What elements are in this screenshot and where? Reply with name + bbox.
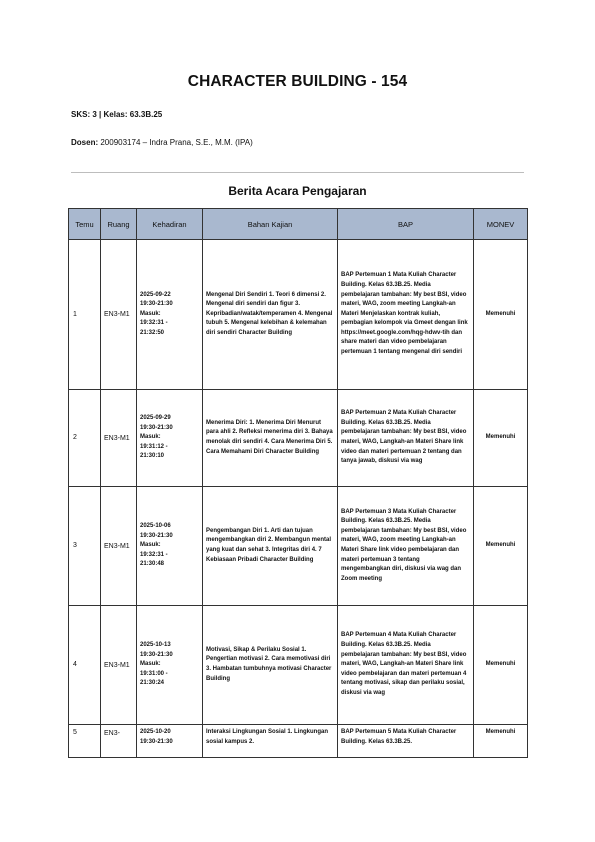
- cell-kehadiran: [137, 725, 203, 758]
- cell-monev: Memenuhi: [474, 487, 528, 606]
- cell-monev: Memenuhi: [474, 725, 528, 758]
- table-row: [69, 240, 528, 390]
- cell-temu: 3: [69, 487, 101, 606]
- sks-value: 3: [92, 110, 97, 119]
- attendance-time: 19:30-21:30: [140, 738, 173, 745]
- cell-monev: Memenuhi: [474, 240, 528, 390]
- attendance-label: Masuk:: [140, 434, 161, 441]
- header-bap: BAP: [338, 209, 474, 240]
- cell-temu: 4: [69, 606, 101, 725]
- cell-ruang: EN3-M1: [101, 487, 137, 606]
- dosen-value: 200903174 – Indra Prana, S.E., M.M. (IPA): [100, 138, 253, 147]
- kelas-value: 63.3B.25: [129, 110, 163, 119]
- attendance-date: 2025-10-06: [140, 523, 171, 530]
- cell-bap: BAP Pertemuan 3 Mata Kuliah Character Building. Kelas 63.3B.25. Media pembelajaran tambahan: My best BSI, video materi, WAG, zoom meeting Langkah-an Materi Share link video pembelajaran dan materi pertemuan 3 tentang mengembangkan diri, diskusi via wag dan Zoom meeting: [338, 487, 474, 606]
- attendance-time: 19:30-21:30: [140, 424, 173, 431]
- cell-bahan-kajian: Menerima Diri: 1. Menerima Diri Menurut para ahli 2. Refleksi menerima diri 3. Bahaya menolak diri sendiri 4. Cara Menerima Diri 5. Cara Memahami Diri Character Building: [203, 390, 338, 487]
- table-header-row: [69, 209, 528, 240]
- attendance-time: 19:30-21:30: [140, 532, 173, 539]
- cell-bap: BAP Pertemuan 4 Mata Kuliah Character Building. Kelas 63.3B.25. Media pembelajaran tambahan: My best BSI, video materi, WAG, Langkah-an Materi Share link video pembelajaran dan materi pertemuan 4 tentang motivasi, sikap dan perilaku sosial, diskusi via wag: [338, 606, 474, 725]
- dosen-label: Dosen:: [71, 138, 99, 147]
- header-ruang: Ruang: [101, 209, 137, 240]
- attendance-in: 19:31:00 -: [140, 670, 168, 677]
- sks-label: SKS:: [71, 110, 91, 119]
- cell-bahan-kajian: Pengembangan Diri 1. Arti dan tujuan mengembangkan diri 2. Membangun mental yang kuat dan sehat 3. Integritas diri 4. 7 Kebiasaan Pribadi Character Building: [203, 487, 338, 606]
- cell-temu: 2: [69, 390, 101, 487]
- attendance-out: 21:30:24: [140, 680, 165, 687]
- cell-kehadiran: [137, 390, 203, 487]
- attendance-in: 19:32:31 -: [140, 551, 168, 558]
- table-row: [69, 725, 528, 758]
- cell-monev: Memenuhi: [474, 390, 528, 487]
- attendance-in: 19:32:31 -: [140, 320, 168, 327]
- header-monev: MONEV: [474, 209, 528, 240]
- attendance-date: 2025-10-13: [140, 642, 171, 649]
- course-title: CHARACTER BUILDING - 154: [187, 73, 408, 90]
- attendance-out: 21:30:48: [140, 561, 165, 568]
- table-row: [69, 606, 528, 725]
- cell-bahan-kajian: Motivasi, Sikap & Perilaku Sosial 1. Pengertian motivasi 2. Cara memotivasi diri 3. Hambatan tumbuhnya motivasi Character Building: [203, 606, 338, 725]
- teaching-report-table: [68, 208, 528, 758]
- cell-bap: BAP Pertemuan 1 Mata Kuliah Character Building. Kelas 63.3B.25. Media pembelajaran tambahan: My best BSI, video materi, WAG, zoom meeting Langkah-an Materi Menjelaskan kontrak kuliah, pembagian kelompok via Gmeet dengan link https://meet.google.com/hqg-hdwv-tih dan share materi dan video pembelajaran pertemuan 1 tentang mengenal diri sendiri: [338, 240, 474, 390]
- kelas-label: Kelas:: [103, 110, 128, 119]
- header-kehadiran: Kehadiran: [137, 209, 203, 240]
- meta-separator: |: [99, 110, 102, 119]
- divider: [71, 172, 524, 173]
- table-row: [69, 487, 528, 606]
- lecturer-line: [71, 138, 253, 147]
- cell-bahan-kajian: Mengenal Diri Sendiri 1. Teori 6 dimensi 2. Mengenal diri sendiri dan figur 3. Kepribadian/watak/temperamen 4. Mengenal tubuh 5. Mengenal kelebihan & kelemahan diri sendiri Character Building: [203, 240, 338, 390]
- cell-ruang: EN3-M1: [101, 606, 137, 725]
- cell-ruang: EN3-M1: [101, 240, 137, 390]
- cell-bap: BAP Pertemuan 5 Mata Kuliah Character Building. Kelas 63.3B.25.: [338, 725, 474, 758]
- cell-temu: 1: [69, 240, 101, 390]
- header-temu: Temu: [69, 209, 101, 240]
- cell-kehadiran: [137, 487, 203, 606]
- attendance-date: 2025-10-20: [140, 729, 171, 735]
- table-row: [69, 390, 528, 487]
- course-meta: [71, 110, 162, 119]
- cell-bahan-kajian: Interaksi Lingkungan Sosial 1. Lingkungan sosial kampus 2.: [203, 725, 338, 758]
- cell-bap: BAP Pertemuan 2 Mata Kuliah Character Building. Kelas 63.3B.25. Media pembelajaran tambahan: My best BSI, video materi, WAG, Langkah-an Materi Share link video dan materi pertemuan 2 tentang dan tanya jawab, diskusi via wag: [338, 390, 474, 487]
- attendance-in: 19:31:12 -: [140, 443, 168, 450]
- cell-ruang: EN3-M1: [101, 390, 137, 487]
- header-bahan-kajian: Bahan Kajian: [203, 209, 338, 240]
- cell-monev: Memenuhi: [474, 606, 528, 725]
- cell-kehadiran: [137, 606, 203, 725]
- attendance-time: 19:30-21:30: [140, 651, 173, 658]
- cell-kehadiran: [137, 240, 203, 390]
- attendance-label: Masuk:: [140, 661, 161, 668]
- attendance-time: 19:30-21:30: [140, 301, 173, 308]
- section-title: Berita Acara Pengajaran: [228, 184, 367, 198]
- cell-ruang: EN3-: [101, 725, 137, 758]
- attendance-label: Masuk:: [140, 310, 161, 317]
- attendance-out: 21:32:50: [140, 329, 165, 336]
- cell-temu: 5: [69, 725, 101, 758]
- attendance-date: 2025-09-29: [140, 415, 171, 422]
- attendance-label: Masuk:: [140, 542, 161, 549]
- attendance-date: 2025-09-22: [140, 291, 171, 298]
- attendance-out: 21:30:10: [140, 453, 165, 460]
